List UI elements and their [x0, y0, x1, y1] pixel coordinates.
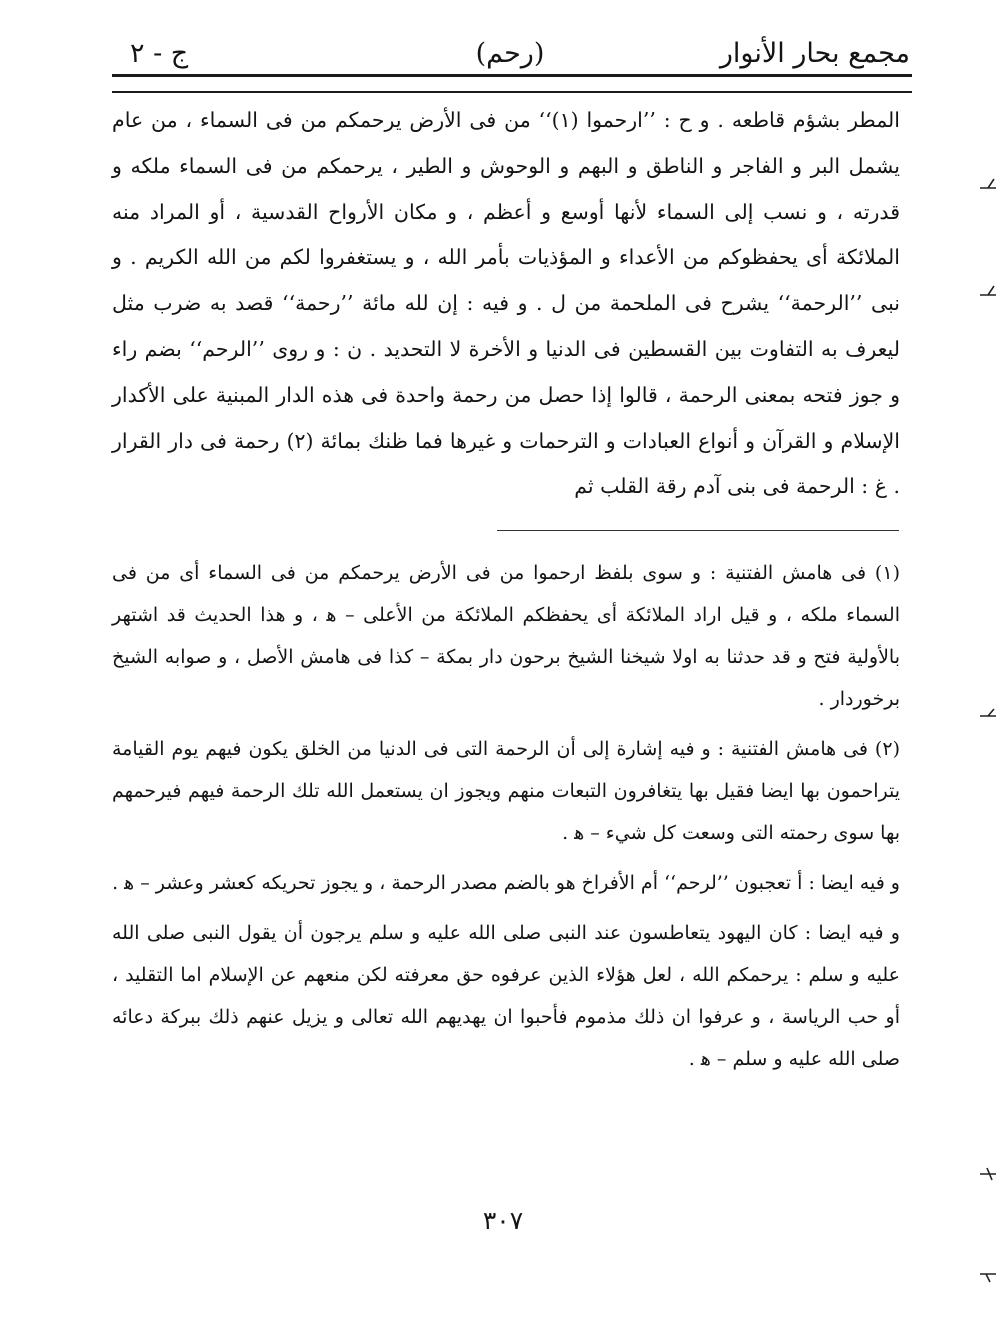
- margin-tick-mark: [978, 1268, 998, 1284]
- footnote-1: (١) فى هامش الفتنية : و سوى بلفظ ارحموا من فى الأرض يرحمكم من فى السماء أى من فى السماء ملكه ، و قيل اراد الملائكة أى يحفظكم الملائكة من الأعلى – ﻫ ، و هذا الحديث قد اشتهر بالأولية فتح و قد حدثنا به اولا شيخنا الشيخ برحون دار بمكة – كذا فى هامش الأصل ، و صوابه الشيخ برخوردار .: [112, 562, 900, 710]
- running-title: مجمع بحار الأنوار: [719, 38, 910, 69]
- root-word: (رحم): [475, 38, 545, 69]
- footnote-4: و فيه ايضا : كان اليهود يتعاطسون عند النبى صلى الله عليه و سلم يرجون أن يقول النبى صلى الله عليه و سلم : يرحمكم الله ، لعل هؤلاء الذين عرفوه حق معرفته لكن منعهم عن الإسلام اما التقليد ، أو حب الرياسة ، و عرفوا ان ذلك مذموم فأحبوا ان يهديهم الله تعالى و يزيل عنهم ذلك ببركة دعائه صلى الله عليه و سلم – ﻫ .: [112, 922, 900, 1070]
- margin-tick-mark: [978, 283, 998, 299]
- main-paragraph: المطر بشؤم قاطعه . و ح : ’’ارحموا (١)‘‘ من فى الأرض يرحمكم من فى السماء ، من عام يشمل البر و الفاجر و الناطق و البهم و الوحوش و الطير ، يرحمكم من فى السماء ملكه و قدرته ، و نسب إلى السماء لأنها أوسع و أعظم ، و مكان الأرواح القدسية ، أو المراد منه الملائكة أى يحفظوكم من الأعداء و المؤذيات بأمر الله ، و يستغفروا لكم من الله الكريم . و نبى ’’الرحمة‘‘ يشرح فى الملحمة من ل . و فيه : إن لله مائة ’’رحمة‘‘ قصد به ضرب مثل ليعرف به التفاوت بين القسطين فى الدنيا و الأخرة لا التحديد . ن : و روى ’’الرحم‘‘ بضم راء و جوز فتحه بمعنى الرحمة ، قالوا إذا حصل من رحمة واحدة فى هذه الدار المبنية على الأكدار الإسلام و القرآن و أنواع العبادات و الترحمات و غيرها فما ظنك بمائة (٢) رحمة فى دار القرار . غ : الرحمة فى بنى آدم رقة القلب ثم: [112, 108, 900, 499]
- header-rule-thick: [112, 74, 912, 77]
- page-number: ٣٠٧: [482, 1206, 524, 1235]
- footnote-separator: [497, 530, 899, 531]
- footnotes: [112, 552, 900, 1086]
- volume-label: ج - ٢: [130, 38, 189, 69]
- header-rule-thin: [112, 91, 912, 93]
- main-text: [112, 98, 900, 510]
- margin-tick-mark: [978, 706, 998, 722]
- margin-tick-mark: [978, 1166, 998, 1182]
- page-header: [110, 30, 910, 80]
- footnote-2: (٢) فى هامش الفتنية : و فيه إشارة إلى أن الرحمة التى فى الدنيا من الخلق يكون فيهم يوم القيامة يتراحمون بها ايضا فقيل بها يتغافرون التبعات منهم ويجوز ان يستعمل الله تلك الرحمة فيهم فيرحمهم بها سوى رحمته التى وسعت كل شيء – ﻫ .: [112, 738, 900, 844]
- margin-tick-mark: [978, 176, 998, 192]
- footnote-3: و فيه ايضا : أ تعجبون ’’لرحم‘‘ أم الأفراخ هو بالضم مصدر الرحمة ، و يجوز تحريكه كعشر وعشر – ﻫ .: [112, 872, 900, 894]
